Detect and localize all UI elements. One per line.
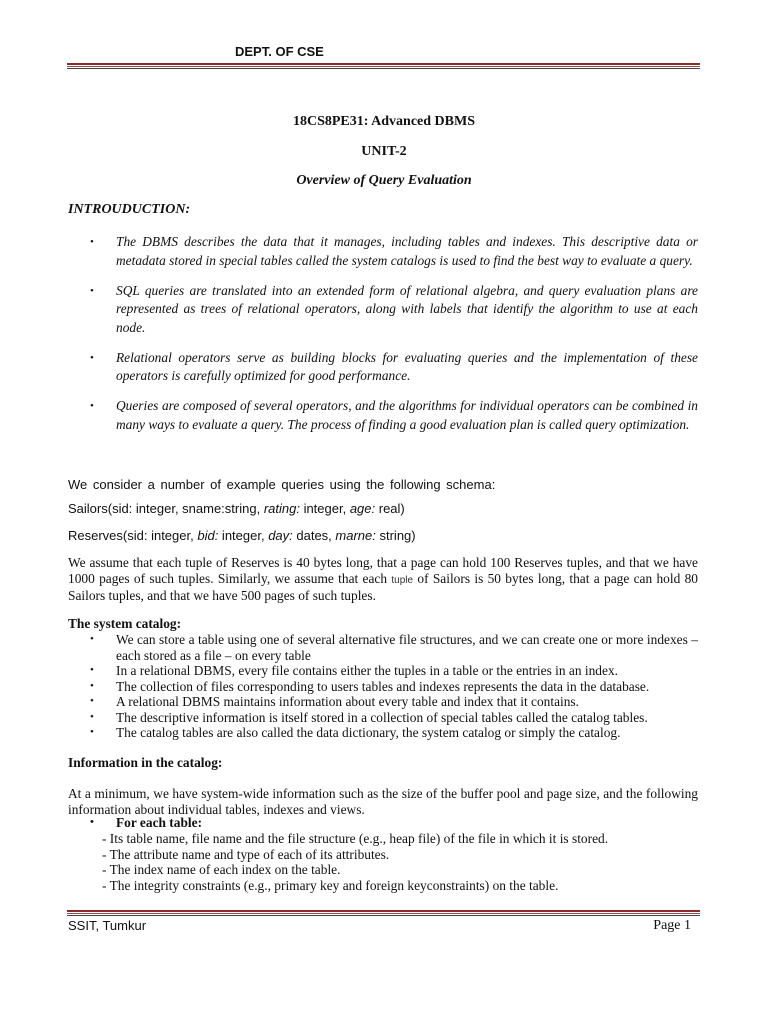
catalog-bullet: • The collection of files corresponding to users tables and indexes represents the data in the database. — [68, 679, 698, 695]
table-info-list — [102, 831, 702, 893]
table-info-item: - The integrity constraints (e.g., primary key and foreign keyconstraints) on the table. — [102, 877, 559, 893]
catalog-bullet: • The descriptive information is itself stored in a collection of special tables called the catalog tables. — [68, 710, 698, 726]
intro-bullet: • Queries are composed of several operators, and the algorithms for individual operators can be combined in many ways to evaluate a query. The process of finding a good evaluation plan is called query optimization. — [68, 397, 698, 434]
table-info-item: - The index name of each index on the table. — [102, 862, 341, 877]
catalog-info-paragraph: At a minimum, we have system-wide information such as the size of the buffer pool and page size, and the following information about individual tables, indexes and views. — [68, 786, 698, 817]
catalog-bullet: • We can store a table using one of several alternative file structures, and we can create one or more indexes – each stored as a file – on every table — [68, 632, 698, 663]
intro-bullet-list — [68, 233, 698, 446]
department-header: DEPT. OF CSE — [235, 44, 324, 59]
assumption-paragraph: We assume that each tuple of Reserves is 40 bytes long, that a page can hold 100 Reserves tuples, and that we have 1000 pages of such tuples. Similarly, we assume that each tuple of Sailors is 50 bytes long, that a page can hold 80 Sailors tuples, and that we have 500 pages of such tuples. — [68, 555, 698, 603]
system-catalog-list — [68, 632, 698, 741]
for-each-table-list — [68, 815, 698, 831]
intro-bullet: • The DBMS describes the data that it manages, including tables and indexes. This descriptive data or metadata stored in special tables called the system catalogs is used to find the best way to evaluate a query. — [68, 233, 698, 270]
system-catalog-heading: The system catalog: — [68, 616, 182, 631]
footer-institution: SSIT, Tumkur — [68, 918, 147, 933]
schema-intro: We consider a number of example queries using the following schema: — [68, 477, 496, 492]
catalog-bullet: • A relational DBMS maintains information about every table and index that it contains. — [68, 694, 698, 710]
for-each-table-heading: • For each table: — [68, 815, 698, 831]
course-title: 18CS8PE31: Advanced DBMS — [292, 114, 476, 129]
table-info-item: - The attribute name and type of each of its attributes. — [102, 846, 390, 862]
catalog-bullet: • In a relational DBMS, every file contains either the tuples in a table or the entries in an index. — [68, 663, 698, 679]
topic-title: Overview of Query Evaluation — [296, 173, 472, 188]
catalog-info-heading: Information in the catalog: — [68, 755, 223, 770]
intro-bullet: • SQL queries are translated into an extended form of relational algebra, and query evaluation plans are represented as trees of relational operators, along with labels that identify the algorithm to use at each node. — [68, 282, 698, 338]
sailors-schema: Sailors(sid: integer, sname:string, rating: integer, age: real) — [68, 501, 405, 516]
intro-heading: INTROUDUCTION: — [68, 202, 191, 217]
catalog-bullet: • The catalog tables are also called the data dictionary, the system catalog or simply the catalog. — [68, 725, 698, 741]
intro-bullet: • Relational operators serve as building blocks for evaluating queries and the implementation of these operators is carefully optimized for good performance. — [68, 349, 698, 386]
unit-title: UNIT-2 — [361, 144, 407, 159]
page-number: Page 1 — [653, 918, 691, 933]
reserves-schema: Reserves(sid: integer, bid: integer, day: dates, marne: string) — [68, 528, 416, 543]
table-info-item: - Its table name, file name and the file structure (e.g., heap file) of the file in which it is stored. — [102, 831, 609, 846]
